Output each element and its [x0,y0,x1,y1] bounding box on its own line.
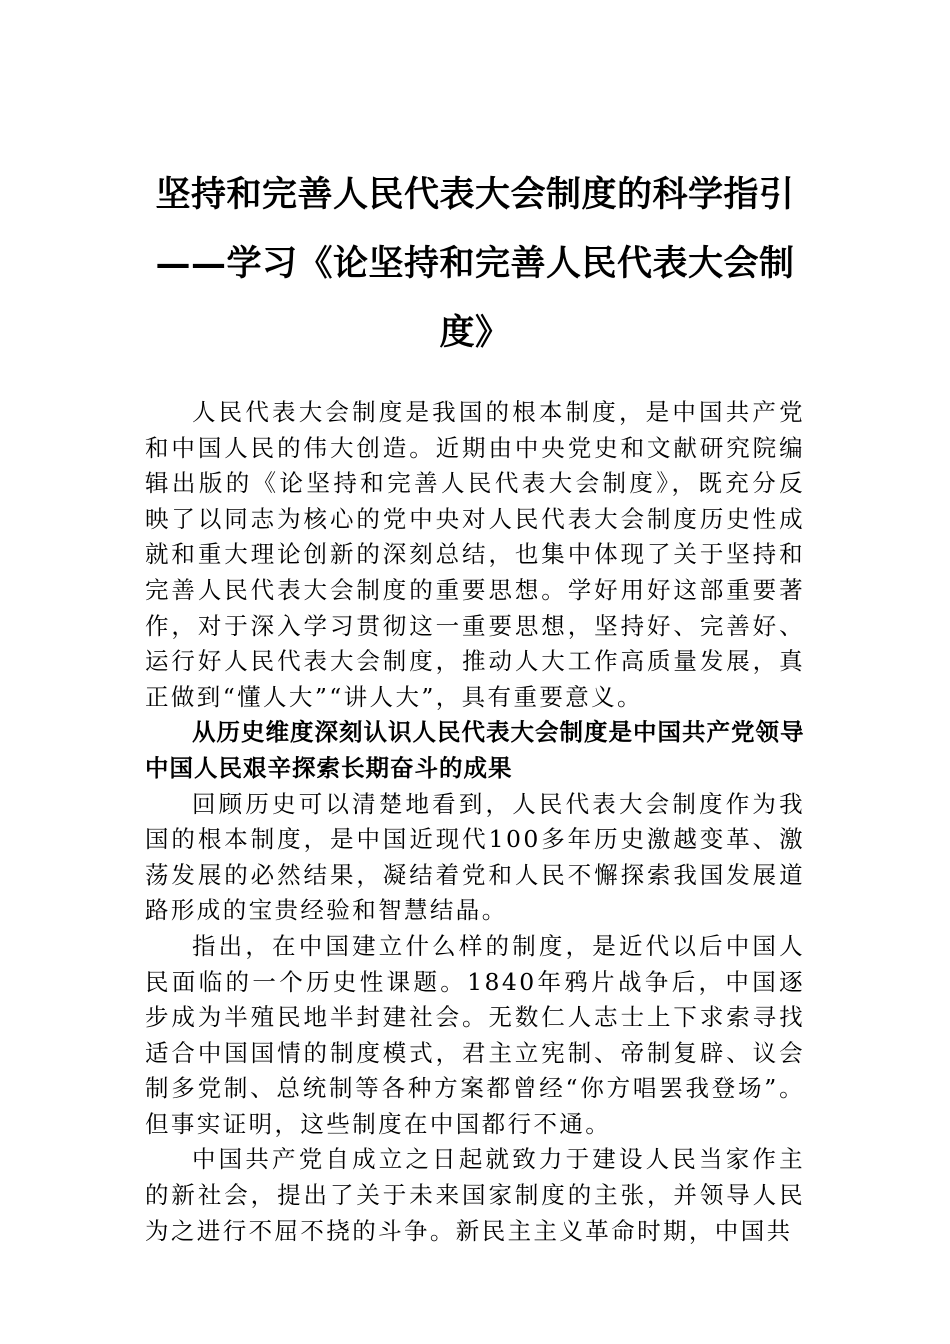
title-line-3: 度》 [439,312,511,353]
section-paragraph-3: 中国共产党自成立之日起就致力于建设人民当家作主的新社会，提出了关于未来国家制度的主张，并领导人民为之进行不屈不挠的斗争。新民主主义革命时期，中国共 [145,1145,805,1245]
section-paragraph-2: 指出，在中国建立什么样的制度，是近代以后中国人民面临的一个历史性课题。1840年鸦片战争后，中国逐步成为半殖民地半封建社会。无数仁人志士上下求索寻找适合中国国情的制度模式，君主立宪制、帝制复辟、议会制多党制、总统制等各种方案都曾经“你方唱罢我登场”。但事实证明，这些制度在中国都行不通。 [145,931,805,1138]
section-heading: 从历史维度深刻认识人民代表大会制度是中国共产党领导中国人民艰辛探索长期奋斗的成果 [145,718,805,782]
document-title [150,160,800,367]
document-body [145,395,805,1249]
intro-paragraph: 人民代表大会制度是我国的根本制度，是中国共产党和中国人民的伟大创造。近期由中央党史和文献研究院编辑出版的《论坚持和完善人民代表大会制度》，既充分反映了以同志为核心的党中央对人民代表大会制度历史性成就和重大理论创新的深刻总结，也集中体现了关于坚持和完善人民代表大会制度的重要思想。学好用好这部重要著作，对于深入学习贯彻这一重要思想，坚持好、完善好、运行好人民代表大会制度，推动人大工作高质量发展，真正做到“懂人大”“讲人大”，具有重要意义。 [145,398,805,711]
title-line-1: 坚持和完善人民代表大会制度的科学指引 [155,174,795,215]
section-paragraph-1: 回顾历史可以清楚地看到，人民代表大会制度作为我国的根本制度，是中国近现代100多年历史激越变革、激荡发展的必然结果，凝结着党和人民不懈探索我国发展道路形成的宝贵经验和智慧结晶。 [145,789,805,925]
title-line-2: ——学习《论坚持和完善人民代表大会制 [155,243,795,284]
